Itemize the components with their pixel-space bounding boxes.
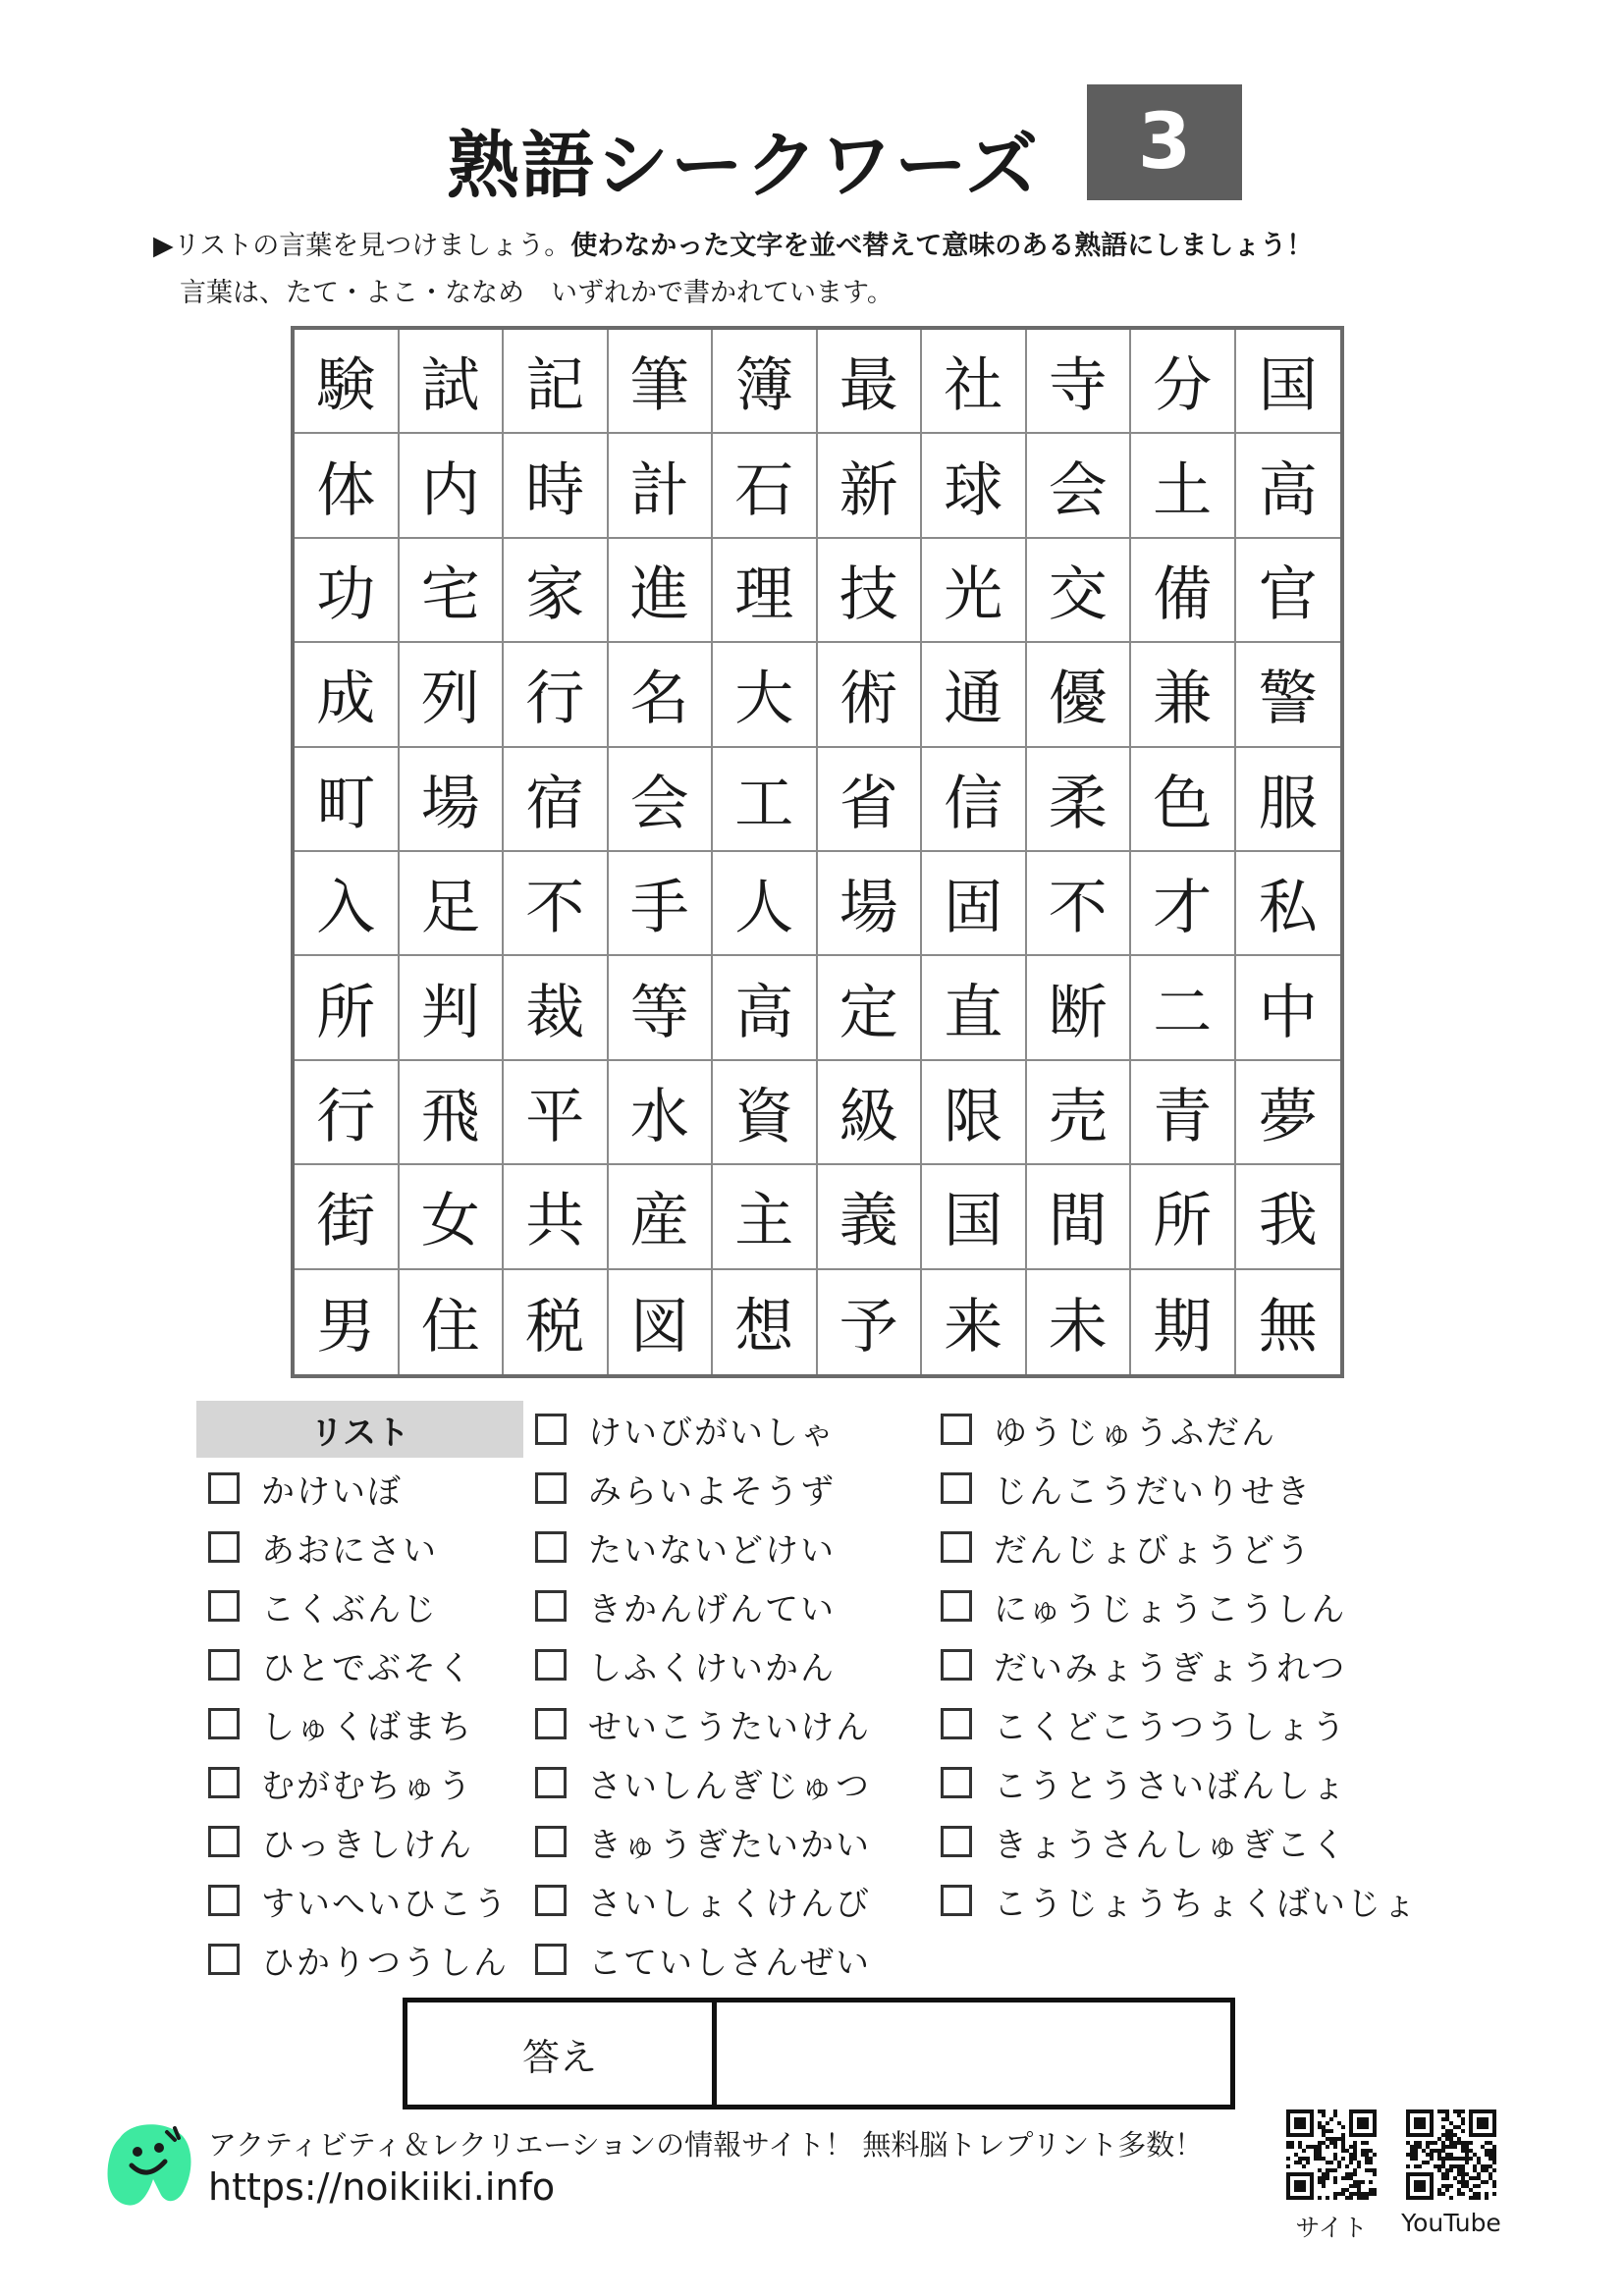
grid-cell[interactable]: 信 xyxy=(922,748,1027,852)
list-item-label: だんじょびょうどう xyxy=(994,1530,1312,1571)
footer-tagline: アクティビティ＆レクリエーションの情報サイト！ 無料脳トレプリント多数！ xyxy=(208,2128,1204,2162)
grid-cell[interactable]: 行 xyxy=(295,1061,400,1165)
grid-cell[interactable]: 国 xyxy=(1236,330,1341,434)
noikiiki-logo-icon xyxy=(102,2118,196,2213)
grid-cell[interactable]: 官 xyxy=(1236,539,1341,643)
grid-cell[interactable]: 柔 xyxy=(1027,748,1132,852)
grid-cell[interactable]: 青 xyxy=(1131,1061,1236,1165)
grid-cell[interactable]: 簿 xyxy=(713,330,818,434)
grid-cell[interactable]: 義 xyxy=(818,1165,923,1269)
grid-cell[interactable]: 固 xyxy=(922,852,1027,956)
list-item xyxy=(535,1578,836,1633)
grid-cell[interactable]: 人 xyxy=(713,852,818,956)
list-item-label: じんこうだいりせき xyxy=(994,1471,1312,1512)
grid-cell[interactable]: 入 xyxy=(295,852,400,956)
grid-cell[interactable]: 体 xyxy=(295,434,400,538)
grid-cell[interactable]: 判 xyxy=(400,956,505,1060)
list-item xyxy=(941,1578,1346,1633)
grid-cell[interactable]: 予 xyxy=(818,1270,923,1374)
list-item-label: こていしさんぜい xyxy=(588,1943,871,1983)
checkbox[interactable] xyxy=(535,1414,567,1445)
youtube-qr-code-icon[interactable] xyxy=(1402,2106,1500,2204)
list-item-label: しゅくばまち xyxy=(261,1707,473,1747)
instruction-bold: 使わなかった文字を並べ替えて意味のある熟語にしましょう！ xyxy=(570,231,1314,261)
grid-cell[interactable]: 売 xyxy=(1027,1061,1132,1165)
checkbox[interactable] xyxy=(535,1649,567,1681)
grid-cell[interactable]: 我 xyxy=(1236,1165,1341,1269)
list-item xyxy=(535,1814,871,1869)
grid-cell[interactable]: 筆 xyxy=(609,330,714,434)
list-item xyxy=(941,1755,1347,1810)
list-item-label: にゅうじょうこうしん xyxy=(994,1589,1347,1629)
list-item xyxy=(941,1520,1312,1575)
qr-label-youtube: YouTube xyxy=(1401,2209,1501,2237)
grid-cell[interactable]: 未 xyxy=(1027,1270,1132,1374)
checkbox[interactable] xyxy=(208,1826,240,1857)
grid-cell[interactable]: 税 xyxy=(504,1270,609,1374)
grid-cell[interactable]: 通 xyxy=(922,643,1027,747)
list-item xyxy=(208,1461,403,1516)
grid-cell[interactable]: 限 xyxy=(922,1061,1027,1165)
grid-cell[interactable]: 女 xyxy=(400,1165,505,1269)
grid-cell[interactable]: 才 xyxy=(1131,852,1236,956)
list-item xyxy=(535,1755,871,1810)
checkbox[interactable] xyxy=(941,1708,972,1739)
grid-cell[interactable]: 会 xyxy=(609,748,714,852)
grid-cell[interactable]: 会 xyxy=(1027,434,1132,538)
grid-cell[interactable]: 街 xyxy=(295,1165,400,1269)
grid-cell[interactable]: 光 xyxy=(922,539,1027,643)
list-item-label: ひかりつうしん xyxy=(261,1943,509,1983)
grid-cell[interactable]: 夢 xyxy=(1236,1061,1341,1165)
answer-label: 答え xyxy=(407,2002,717,2105)
grid-cell[interactable]: 級 xyxy=(818,1061,923,1165)
list-item xyxy=(941,1637,1346,1692)
grid-cell[interactable]: 場 xyxy=(818,852,923,956)
checkbox[interactable] xyxy=(941,1472,972,1504)
triangle-bullet-icon: ▶ xyxy=(153,231,174,261)
grid-cell[interactable]: 図 xyxy=(609,1270,714,1374)
checkbox[interactable] xyxy=(208,1885,240,1916)
grid-cell[interactable]: 産 xyxy=(609,1165,714,1269)
grid-cell[interactable]: 最 xyxy=(818,330,923,434)
grid-cell[interactable]: 験 xyxy=(295,330,400,434)
grid-cell[interactable]: 場 xyxy=(400,748,505,852)
list-item xyxy=(208,1814,473,1869)
grid-cell[interactable]: 所 xyxy=(1131,1165,1236,1269)
list-item xyxy=(208,1578,438,1633)
grid-cell[interactable]: 直 xyxy=(922,956,1027,1060)
checkbox[interactable] xyxy=(535,1708,567,1739)
checkbox[interactable] xyxy=(208,1531,240,1563)
grid-cell[interactable]: 時 xyxy=(504,434,609,538)
grid-cell[interactable]: 備 xyxy=(1131,539,1236,643)
list-item-label: かけいぼ xyxy=(261,1471,403,1512)
list-item xyxy=(535,1520,836,1575)
grid-cell[interactable]: 色 xyxy=(1131,748,1236,852)
checkbox[interactable] xyxy=(941,1767,972,1798)
checkbox[interactable] xyxy=(535,1944,567,1975)
grid-cell[interactable]: 来 xyxy=(922,1270,1027,1374)
list-item-label: みらいよそうず xyxy=(588,1471,836,1512)
grid-cell[interactable]: 定 xyxy=(818,956,923,1060)
list-item-label: ひっきしけん xyxy=(261,1825,473,1865)
grid-cell[interactable]: 宿 xyxy=(504,748,609,852)
checkbox[interactable] xyxy=(208,1649,240,1681)
list-item-label: さいしんぎじゅつ xyxy=(588,1766,871,1806)
list-item xyxy=(208,1637,473,1692)
grid-cell[interactable]: 不 xyxy=(504,852,609,956)
list-item xyxy=(208,1696,473,1751)
grid-cell[interactable]: 大 xyxy=(713,643,818,747)
list-item-label: さいしょくけんび xyxy=(588,1884,871,1924)
grid-cell[interactable]: 私 xyxy=(1236,852,1341,956)
qr-label-site: サイト xyxy=(1295,2214,1368,2242)
grid-cell[interactable]: 等 xyxy=(609,956,714,1060)
list-item-label: あおにさい xyxy=(261,1530,438,1571)
list-item xyxy=(535,1461,836,1516)
answer-field[interactable] xyxy=(717,2002,1230,2105)
grid-cell[interactable]: 行 xyxy=(504,643,609,747)
grid-cell[interactable]: 不 xyxy=(1027,852,1132,956)
grid-cell[interactable]: 高 xyxy=(1236,434,1341,538)
grid-cell[interactable]: 家 xyxy=(504,539,609,643)
list-item xyxy=(535,1402,836,1457)
checkbox[interactable] xyxy=(941,1414,972,1445)
list-item xyxy=(941,1814,1347,1869)
grid-cell[interactable]: 男 xyxy=(295,1270,400,1374)
list-item xyxy=(941,1402,1276,1457)
grid-cell[interactable]: 新 xyxy=(818,434,923,538)
list-item xyxy=(941,1696,1347,1751)
grid-cell[interactable]: 服 xyxy=(1236,748,1341,852)
grid-cell[interactable]: 社 xyxy=(922,330,1027,434)
checkbox[interactable] xyxy=(535,1826,567,1857)
list-item-label: ひとでぶそく xyxy=(261,1648,473,1688)
grid-cell[interactable]: 警 xyxy=(1236,643,1341,747)
grid-cell[interactable]: 手 xyxy=(609,852,714,956)
list-item-label: むがむちゅう xyxy=(261,1766,473,1806)
instruction-line-2: 言葉は、たて・よこ・ななめ いずれかで書かれています。 xyxy=(180,278,893,308)
list-item xyxy=(535,1696,871,1751)
grid-cell[interactable]: 断 xyxy=(1027,956,1132,1060)
list-item-label: こうとうさいばんしょ xyxy=(994,1766,1347,1806)
checkbox[interactable] xyxy=(208,1708,240,1739)
grid-cell[interactable]: 二 xyxy=(1131,956,1236,1060)
checkbox[interactable] xyxy=(208,1767,240,1798)
list-item xyxy=(208,1520,438,1575)
grid-cell[interactable]: 工 xyxy=(713,748,818,852)
grid-cell[interactable]: 列 xyxy=(400,643,505,747)
grid-cell[interactable]: 所 xyxy=(295,956,400,1060)
list-item xyxy=(208,1873,509,1928)
grid-cell[interactable]: 住 xyxy=(400,1270,505,1374)
checkbox[interactable] xyxy=(208,1472,240,1504)
grid-cell[interactable]: 資 xyxy=(713,1061,818,1165)
list-item-label: せいこうたいけん xyxy=(588,1707,871,1747)
grid-cell[interactable]: 平 xyxy=(504,1061,609,1165)
grid-cell[interactable]: 成 xyxy=(295,643,400,747)
checkbox[interactable] xyxy=(941,1531,972,1563)
list-item-label: きかんげんてい xyxy=(588,1589,836,1629)
list-item-label: しふくけいかん xyxy=(588,1648,836,1688)
list-item-label: だいみょうぎょうれつ xyxy=(994,1648,1347,1688)
grid-cell[interactable]: 間 xyxy=(1027,1165,1132,1269)
grid-cell[interactable]: 術 xyxy=(818,643,923,747)
grid-cell[interactable]: 省 xyxy=(818,748,923,852)
grid-cell[interactable]: 試 xyxy=(400,330,505,434)
grid-cell[interactable]: 裁 xyxy=(504,956,609,1060)
grid-cell[interactable]: 中 xyxy=(1236,956,1341,1060)
grid-cell[interactable]: 高 xyxy=(713,956,818,1060)
grid-cell[interactable]: 理 xyxy=(713,539,818,643)
grid-cell[interactable]: 球 xyxy=(922,434,1027,538)
list-item xyxy=(535,1637,836,1692)
grid-cell[interactable]: 足 xyxy=(400,852,505,956)
list-item-label: こうじょうちょくばいじょ xyxy=(994,1884,1418,1924)
list-item-label: たいないどけい xyxy=(588,1530,836,1571)
list-item-label: きゅうぎたいかい xyxy=(588,1825,871,1865)
list-item xyxy=(208,1755,473,1810)
checkbox[interactable] xyxy=(535,1590,567,1622)
grid-cell[interactable]: 内 xyxy=(400,434,505,538)
checkbox[interactable] xyxy=(535,1767,567,1798)
grid-cell[interactable]: 計 xyxy=(609,434,714,538)
instruction-line-1 xyxy=(153,224,1313,262)
puzzle-number-badge: 3 xyxy=(1087,84,1242,200)
checkbox[interactable] xyxy=(535,1885,567,1916)
grid-cell[interactable]: 優 xyxy=(1027,643,1132,747)
list-item-label: こくぶんじ xyxy=(261,1589,438,1629)
grid-cell[interactable]: 国 xyxy=(922,1165,1027,1269)
checkbox[interactable] xyxy=(941,1649,972,1681)
grid-cell[interactable]: 想 xyxy=(713,1270,818,1374)
grid-cell[interactable]: 土 xyxy=(1131,434,1236,538)
list-item-label: ゆうじゅうふだん xyxy=(994,1413,1276,1453)
grid-cell[interactable]: 兼 xyxy=(1131,643,1236,747)
grid-cell[interactable]: 進 xyxy=(609,539,714,643)
list-header: リスト xyxy=(196,1401,523,1458)
grid-cell[interactable]: 水 xyxy=(609,1061,714,1165)
list-item-label: こくどこうつうしょう xyxy=(994,1707,1347,1747)
instruction-normal: リストの言葉を見つけましょう。 xyxy=(173,231,571,261)
checkbox[interactable] xyxy=(941,1885,972,1916)
grid-cell[interactable]: 交 xyxy=(1027,539,1132,643)
checkbox[interactable] xyxy=(535,1472,567,1504)
answer-box xyxy=(403,1998,1235,2109)
checkbox[interactable] xyxy=(941,1590,972,1622)
list-item xyxy=(208,1932,509,1987)
list-item-label: すいへいひこう xyxy=(261,1884,509,1924)
checkbox[interactable] xyxy=(941,1826,972,1857)
list-item-label: きょうさんしゅぎこく xyxy=(994,1825,1347,1865)
site-qr-code-icon[interactable] xyxy=(1282,2106,1380,2204)
grid-cell[interactable]: 宅 xyxy=(400,539,505,643)
checkbox[interactable] xyxy=(535,1531,567,1563)
word-search-grid xyxy=(291,326,1344,1378)
grid-cell[interactable]: 功 xyxy=(295,539,400,643)
checkbox[interactable] xyxy=(208,1944,240,1975)
grid-cell[interactable]: 無 xyxy=(1258,1292,1318,1362)
list-item xyxy=(941,1461,1312,1516)
footer-url[interactable]: https://noikiiki.info xyxy=(208,2165,556,2209)
grid-cell[interactable]: 町 xyxy=(295,748,400,852)
grid-cell[interactable]: 期 xyxy=(1131,1270,1236,1374)
grid-cell[interactable]: 主 xyxy=(713,1165,818,1269)
grid-cell[interactable]: 技 xyxy=(818,539,923,643)
grid-cell[interactable]: 飛 xyxy=(400,1061,505,1165)
checkbox[interactable] xyxy=(208,1590,240,1622)
list-item-label: けいびがいしゃ xyxy=(588,1413,836,1453)
grid-cell[interactable]: 寺 xyxy=(1027,330,1132,434)
list-item xyxy=(535,1873,871,1928)
grid-cell[interactable]: 名 xyxy=(609,643,714,747)
list-item xyxy=(535,1932,871,1987)
grid-cell[interactable]: 共 xyxy=(504,1165,609,1269)
grid-cell[interactable]: 石 xyxy=(713,434,818,538)
page-title: 熟語シークワーズ xyxy=(447,124,1041,208)
grid-cell[interactable]: 記 xyxy=(504,330,609,434)
grid-cell[interactable]: 分 xyxy=(1131,330,1236,434)
list-item xyxy=(941,1873,1418,1928)
